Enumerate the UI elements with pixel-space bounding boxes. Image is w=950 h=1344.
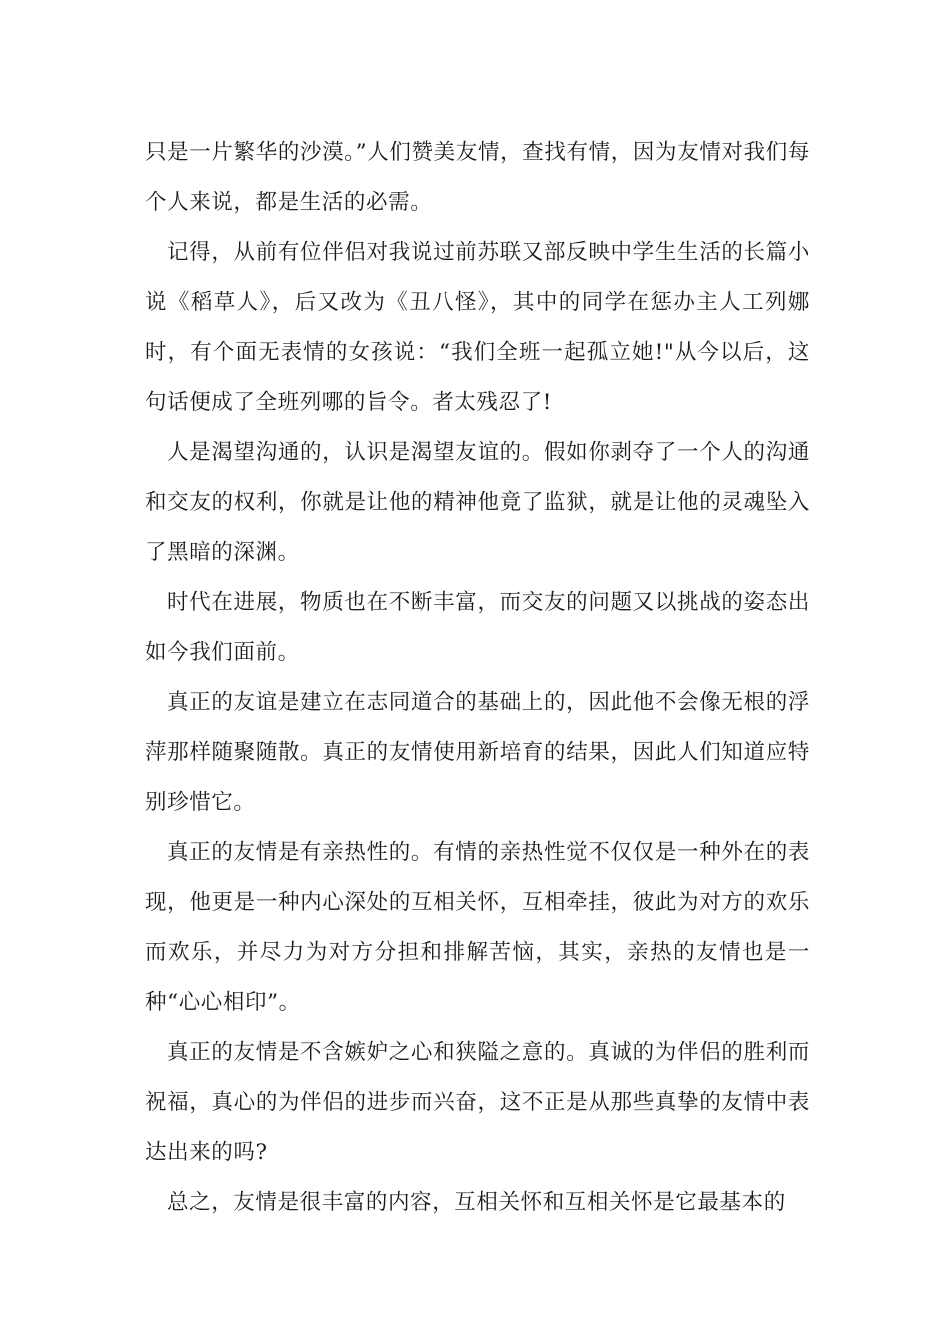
paragraph-4: 时代在进展，物质也在不断丰富，而交友的问题又以挑战的姿态出如今我们面前。 [145,590,810,665]
paragraph-5: 真正的友谊是建立在志同道合的基础上的，因此他不会像无根的浮萍那样随聚随散。真正的友情使用新培育的结果，因此人们知道应特别珍惜它。 [145,690,810,815]
document-body [145,128,810,1228]
paragraph-1: 只是一片繁华的沙漠。”人们赞美友情，查找有情，因为友情对我们每个人来说，都是生活的必需。 [145,140,810,215]
paragraph-8: 总之，友情是很丰富的内容，互相关怀和互相关怀是它最基本的 [167,1190,786,1215]
paragraph-7: 真正的友情是不含嫉妒之心和狭隘之意的。真诚的为伴侣的胜利而祝福，真心的为伴侣的进步而兴奋，这不正是从那些真挚的友情中表达出来的吗? [145,1040,810,1165]
paragraph-2: 记得，从前有位伴侣对我说过前苏联又部反映中学生生活的长篇小说《稻草人》，后又改为《丑八怪》，其中的同学在惩办主人工列娜时，有个面无表情的女孩说：“我们全班一起孤立她!"从今以后，这句话便成了全班列哪的旨令。者太残忍了! [145,240,810,415]
paragraph-6: 真正的友情是有亲热性的。有情的亲热性觉不仅仅是一种外在的表现，他更是一种内心深处的互相关怀，互相牵挂，彼此为对方的欢乐而欢乐，并尽力为对方分担和排解苦恼，其实，亲热的友情也是一种“心心相印”。 [145,840,810,1015]
paragraph-3: 人是渴望沟通的，认识是渴望友谊的。假如你剥夺了一个人的沟通和交友的权利，你就是让他的精神他竟了监狱，就是让他的灵魂坠入了黑暗的深渊。 [145,440,810,565]
